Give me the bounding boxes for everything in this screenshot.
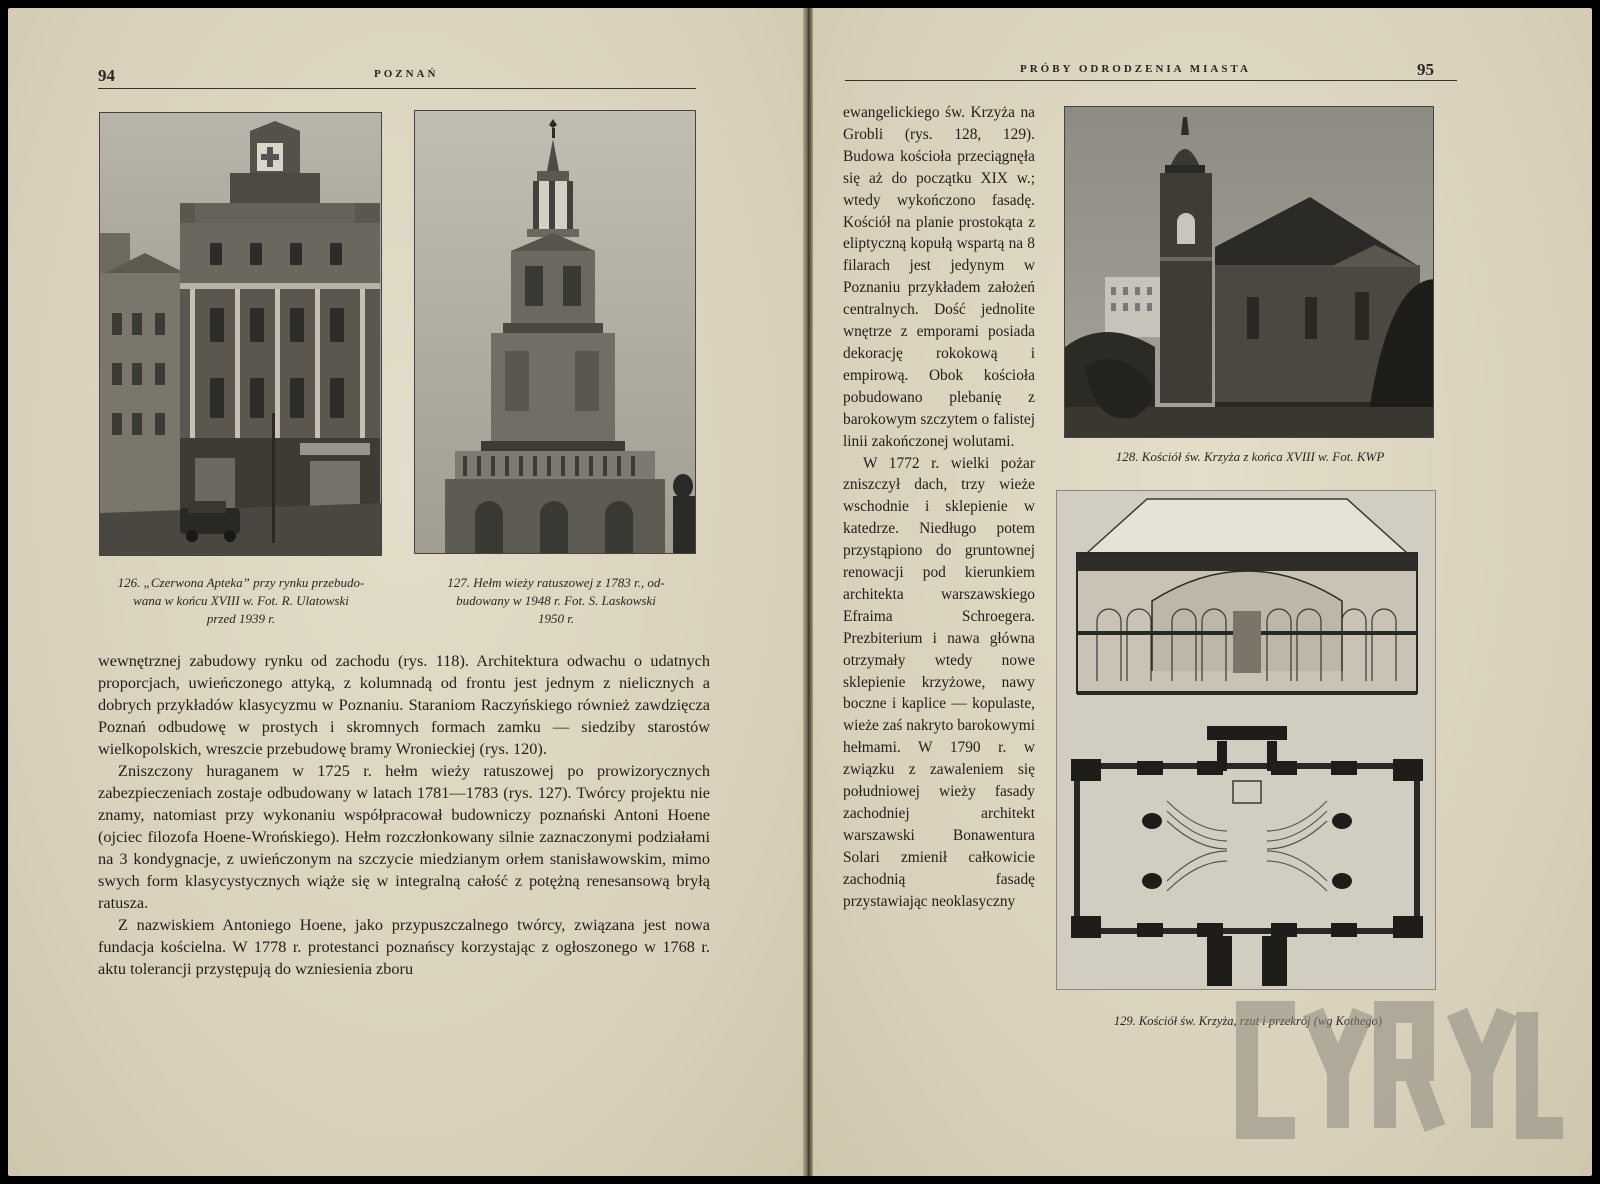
caption-figure-126: 126. „Czerwona Apteka” przy rynku przebudo- wana w końcu XVIII w. Fot. R. Ulatowski przed 1939 r. [117, 575, 365, 626]
right-page [813, 8, 1592, 1176]
photo-tower-helm [414, 110, 696, 554]
header-rule-left [98, 88, 696, 89]
paragraph: W 1772 r. wielki pożar zniszczył dach, trzy wieże wschodnie i sklepienie w katedrze. Niedługo potem przystąpiono do gruntownej renowacji pod kierunkiem architekta warszawskiego Efraima Schroegera. Prezbiterium i nawa główna otrzymały wtedy nowe sklepienie krzyżowe, nawy boczne i kaplice — kopulaste, wieże zaś nakryto barokowymi hełmami. W 1790 r. w związku z zawaleniem się południowej wieży fasady zachodniej architekt warszawski Bonawentura Solari zmienił całkowicie zachodnią fasadę przystawiając neoklasyczny [843, 454, 1035, 910]
paragraph: wewnętrznej zabudowy rynku od zachodu (rys. 118). Architektura odwachu o udatnych proporcjach, uwieńczonego attyką, z kolumnadą od frontu jest jednym z nielicznych a dobrych przykładów klasycyzmu w Poznaniu. Staraniom Raczyńskiego również zawdzięcza Poznań odbudowę w prostych i skromnych formach zamku — siedziby starostów wielkopolskich, wreszcie przebudowę bramy Wronieckiej (rys. 120). [98, 651, 710, 758]
left-page [8, 8, 803, 1176]
church-illustration [1065, 107, 1434, 438]
paragraph: Zniszczony huraganem w 1725 r. hełm wieży ratuszowej po prowizorycznych zabezpieczeniach zostaje odbudowany w latach 1781—1783 (rys. 127). Twórcy projektu nie znamy, natomiast przy wykonaniu współpracował budowniczy poznański Antoni Hoene (ojciec filozofa Hoene-Wrońskiego). Hełm rozczłonkowany silnie zaznaczonymi podziałami na 3 kondygnacje, z uwieńczonym na szczycie miedzianym orłem stanisławowskim, mimo swych form klasycystycznych wiąże się w integralną całość z potężną renesansową bryłą ratusza. [98, 761, 710, 912]
running-head-title-right: PRÓBY ODRODZENIA MIASTA [1020, 63, 1251, 75]
header-rule-right [845, 80, 1457, 81]
red-pharmacy-illustration [100, 113, 382, 556]
paragraph: Z nazwiskiem Antoniego Hoene, jako przypuszczalnego twórcy, związana jest nowa fundacja kościelna. W 1778 r. protestanci poznańscy korzystając z ogłoszonego w 1768 r. aktu tolerancji przystępują do wzniesienia zboru [98, 915, 710, 978]
page-number-right: 95 [1417, 60, 1434, 79]
plan-section-illustration [1057, 491, 1436, 990]
paragraph: ewangelickiego św. Krzyża na Grobli (rys. 128, 129). Budowa kościoła przeciągnęła się aż do początku XIX w.; wtedy wykończono fasadę. Kościół na planie prostokąta z eliptyczną kopułą wspartą na 8 filarach jest jedynym w Poznaniu przykładem założeń centralnych. Dość jednolite wnętrze z emporami posiada dekorację rokokową i empirową. Obok kościoła pobudowano plebanię z barokowym szczytem o falistej linii zakończonej wolutami. [843, 104, 1035, 450]
caption-figure-128: 128. Kościół św. Krzyża z końca XVIII w. Fot. KWP [1115, 449, 1385, 464]
running-head-title-left: POZNAŃ [374, 68, 439, 80]
left-running-head [98, 66, 115, 86]
right-column-text [843, 102, 1035, 913]
page-number-left: 94 [98, 66, 115, 85]
photo-red-pharmacy [99, 112, 382, 556]
left-body-text [98, 650, 710, 980]
photo-church-holy-cross [1064, 106, 1434, 438]
caption-figure-127: 127. Hełm wieży ratuszowej z 1783 r., od- budowany w 1948 r. Fot. S. Laskowski 1950 r. [447, 575, 665, 626]
caption-figure-129: 129. Kościół św. Krzyża, rzut i przekrój (wg Kothego) [1113, 1014, 1383, 1028]
book-gutter [803, 8, 813, 1176]
tower-helm-illustration [415, 111, 696, 554]
drawing-plan-and-section [1056, 490, 1436, 990]
cyryl-watermark-logo [1235, 1000, 1565, 1140]
